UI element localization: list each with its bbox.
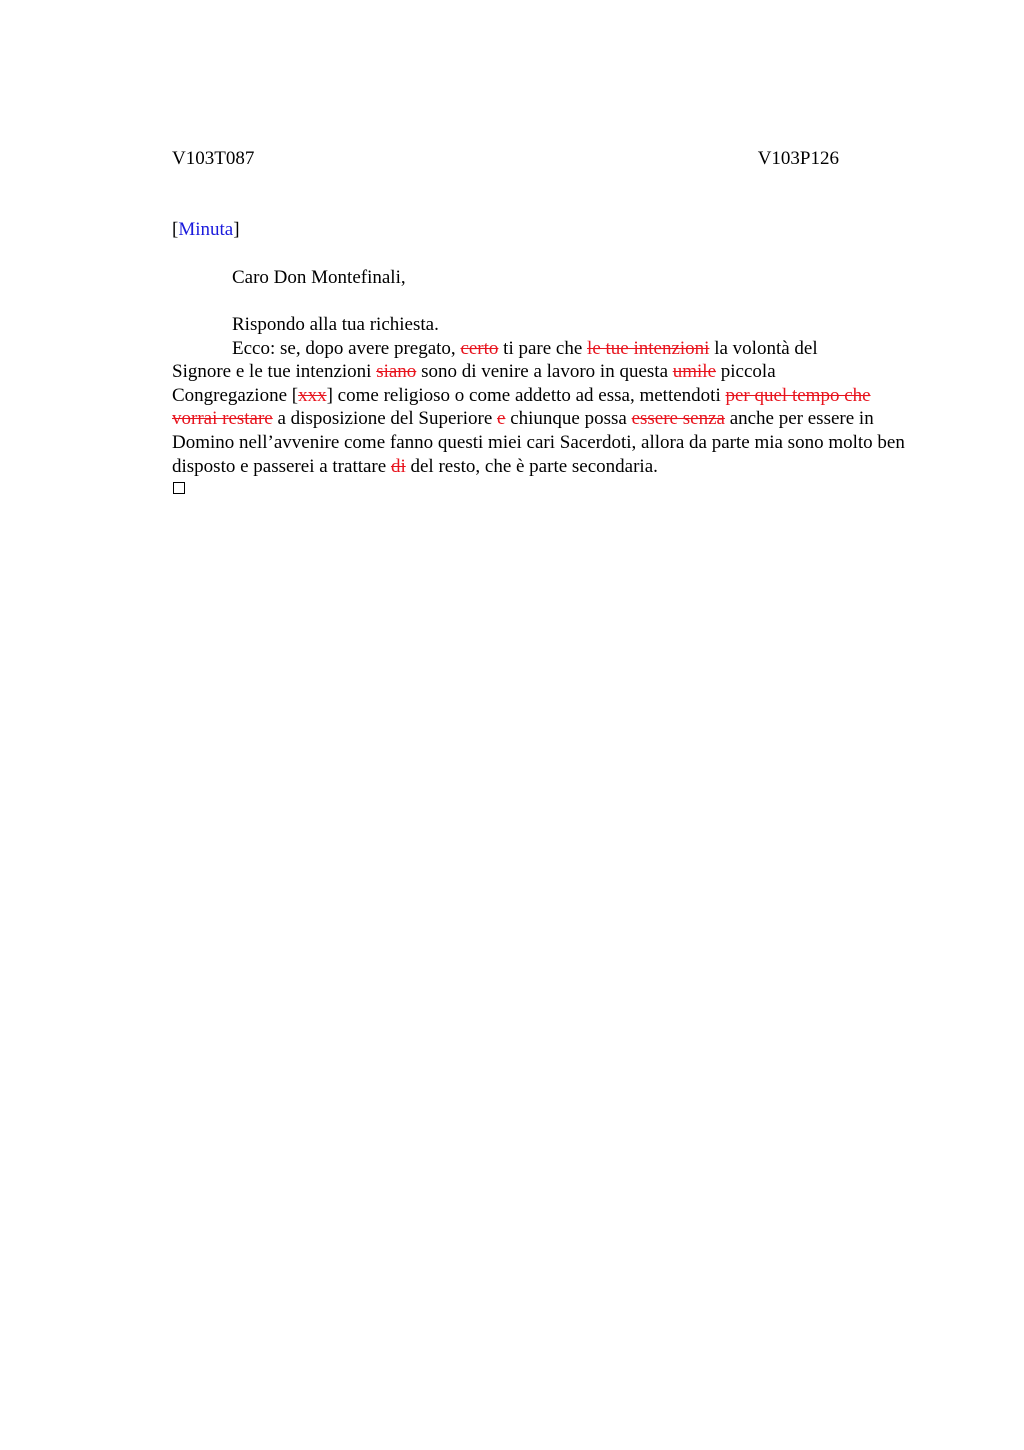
paragraph-main (172, 337, 917, 479)
minuta-open-bracket: [ (172, 219, 179, 240)
document-code-left: V103T087 (172, 148, 255, 169)
deleted-text: le tue intenzioni (587, 337, 710, 359)
deleted-text: essere senza (631, 408, 725, 430)
letter-body (172, 313, 917, 478)
paragraph-reply-text: Rispondo alla tua richiesta. (232, 314, 439, 335)
minuta-label (172, 218, 240, 242)
deleted-text: per quel tempo che vorrai restare (172, 384, 871, 430)
text-segment: chiunque possa (505, 408, 632, 430)
deleted-text: di (390, 455, 406, 477)
minuta-close-bracket: ] (233, 219, 240, 240)
minuta-word: Minuta (178, 219, 234, 240)
text-segment: del resto, che è parte secondaria. (405, 455, 658, 477)
text-segment: Signore e le tue intenzioni (172, 361, 377, 383)
deleted-text: e (497, 408, 506, 430)
text-segment: ] come religioso o come addetto ad essa, mettendoti (326, 384, 726, 406)
text-segment: anche per essere in Domino nell’avvenire come fanno questi miei cari Sacerdoti, allora da parte mia sono molto ben disposto e passerei a trattare (172, 408, 905, 477)
text-segment: a disposizione del Superiore (272, 408, 498, 430)
text-segment: sono di venire a lavoro in questa (416, 361, 673, 383)
deleted-text: xxx (298, 384, 327, 406)
text-segment: piccola (716, 361, 776, 383)
text-segment: Congregazione [ (172, 384, 299, 406)
paragraph-reply (172, 313, 917, 337)
text-segment: Ecco: se, dopo avere pregato, (232, 337, 461, 359)
document-code-right: V103P126 (757, 148, 839, 169)
deleted-text: siano (376, 361, 417, 383)
document-header (172, 147, 839, 171)
deleted-text: certo (460, 337, 499, 359)
box-icon (173, 482, 185, 494)
text-segment: la volontà del (709, 337, 818, 359)
deleted-text: umile (672, 361, 717, 383)
salutation: Caro Don Montefinali, (232, 267, 406, 288)
text-segment: ti pare che (498, 337, 588, 359)
